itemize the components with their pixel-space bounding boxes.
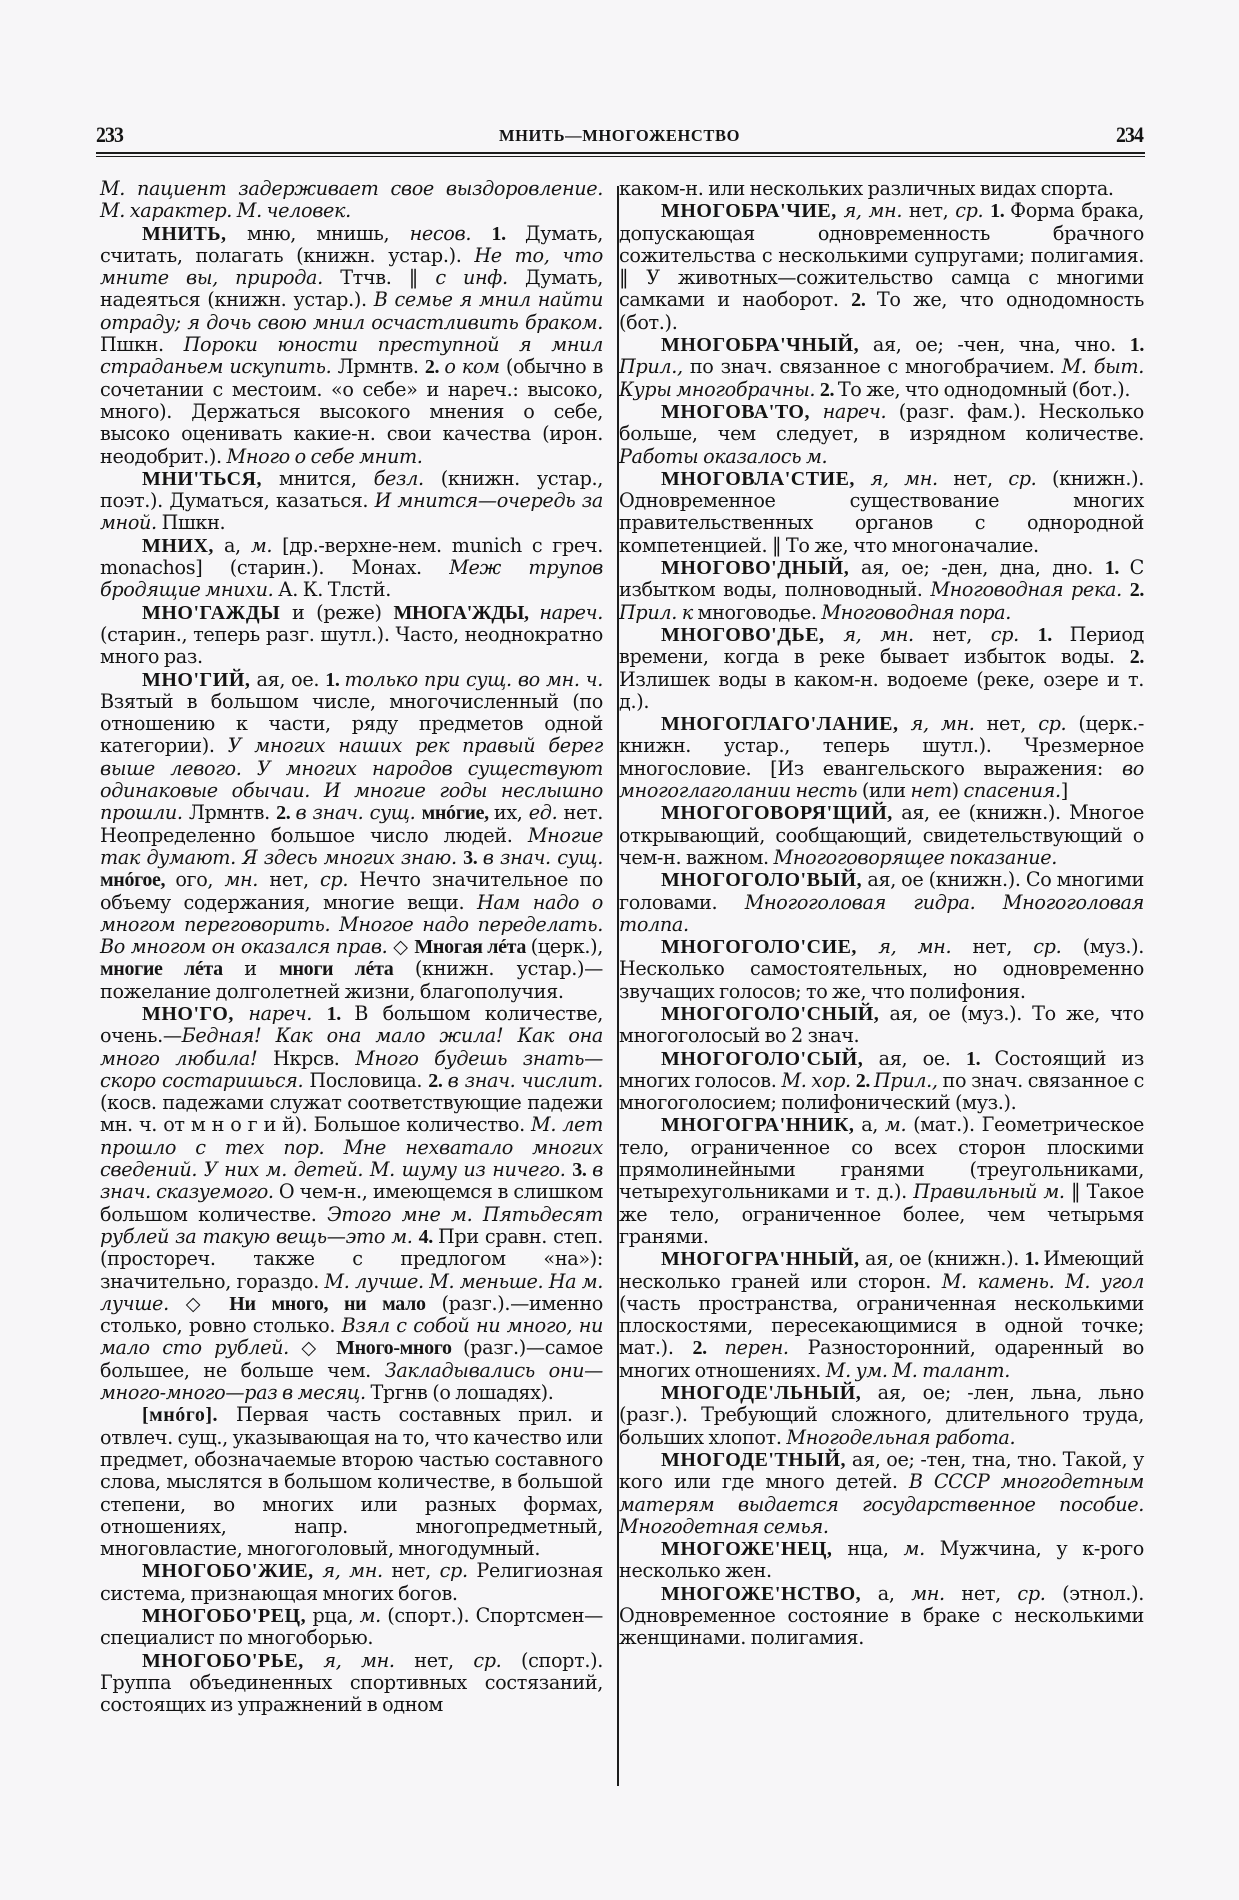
entry-headword: МНОГОБРА'ЧНЫЙ, bbox=[661, 334, 860, 357]
dictionary-entry bbox=[100, 1560, 603, 1605]
entry-text: ая, ое; -тен, тна, тно. Такой, у кого или где много детей. bbox=[619, 1447, 1144, 1494]
entry-text: То же, что однодомность (бот.). bbox=[619, 288, 1145, 334]
entry-text: В большом количестве, очень.— bbox=[100, 1001, 604, 1048]
entry-italic-text: ср. bbox=[320, 868, 360, 892]
page-header bbox=[96, 122, 1143, 152]
entry-text: (старин., теперь разг. шутл.). Часто, неоднократно много раз. bbox=[100, 622, 603, 669]
entry-text: ◇ bbox=[393, 935, 415, 959]
entry-text bbox=[857, 935, 878, 958]
entry-text: Думать, считать, полагать (книжн. устар.). bbox=[100, 221, 604, 267]
entry-bold-text: 1. bbox=[990, 200, 1011, 223]
entry-text: Мужчина, у к-рого несколько жен. bbox=[619, 1537, 1145, 1583]
entry-bold-text: 2. bbox=[424, 356, 445, 379]
entry-text: ая, ое; -лен, льна, льно (разг.). Требующий сложного, длительного труда, больших хлопот. bbox=[619, 1381, 1144, 1449]
entry-italic-text: нареч. bbox=[248, 1001, 327, 1025]
dictionary-entry bbox=[619, 1538, 1144, 1583]
entry-headword: МНОГОГОЛО'ВЫЙ, bbox=[661, 869, 863, 892]
dictionary-entry bbox=[619, 802, 1144, 869]
running-head: МНИТЬ—МНОГОЖЕНСТВО bbox=[498, 126, 741, 145]
entry-bold-text: 1. bbox=[1037, 623, 1070, 646]
entry-headword: МНОГОВЛА'СТИЕ, bbox=[661, 467, 855, 490]
entry-bold-text: 2. bbox=[276, 802, 296, 825]
entry-italic-text: с инф. bbox=[435, 266, 526, 290]
entry-text: ая, ое. bbox=[250, 667, 326, 691]
entry-bold-text: 3. bbox=[572, 1159, 593, 1182]
entry-text: а, bbox=[861, 1581, 912, 1605]
entry-italic-text: В семье я мнил найти отраду; я дочь свою мнил осчастливить браком. bbox=[100, 288, 603, 334]
entry-headword: МНОГОВА'ТО, bbox=[661, 400, 810, 423]
entry-text: каком-н. или нескольких различных видах спорта. bbox=[619, 177, 1114, 200]
entry-italic-text: в знач. сущ. bbox=[295, 801, 422, 825]
entry-headword: МНОГОГОЛО'СЫЙ, bbox=[661, 1047, 864, 1070]
entry-bold-text: 2. bbox=[428, 1069, 448, 1092]
entry-headword: МНОГОБРА'ЧИЕ, bbox=[661, 200, 837, 223]
entry-text bbox=[304, 1649, 324, 1672]
entry-italic-text: Правильный м. bbox=[913, 1180, 1072, 1204]
entry-text: (разг.)—самое большее, не больше чем. bbox=[100, 1336, 603, 1382]
entry-italic-text: в знач. сказуемого. bbox=[100, 1158, 603, 1204]
entry-text: ая, ее (книжн.). Многое открывающий, сообщающий, свидетельствующий о чем-н. важном. bbox=[619, 801, 1144, 869]
entry-italic-text: М. пациент задерживает свое выздоровление. М. характер. М. человек. bbox=[100, 177, 603, 223]
entry-italic-text: ср. bbox=[990, 622, 1038, 646]
entry-italic-text: М. ум. М. талант. bbox=[825, 1358, 1010, 1382]
entry-bold-text: 1. bbox=[965, 1047, 995, 1070]
entry-bold-text: 2. bbox=[1129, 579, 1144, 602]
page-number-right: 234 bbox=[1116, 122, 1143, 147]
entry-text: (спорт.). Группа объединенных спортивных состязаний, состоящих из упражнений в одном bbox=[100, 1648, 603, 1717]
entry-italic-text: нареч. bbox=[539, 600, 603, 624]
entry-italic-text: М. камень. М. угол bbox=[941, 1269, 1145, 1293]
entry-headword: МНИТЬ, bbox=[142, 222, 227, 245]
entry-bold-text: 1. bbox=[1104, 557, 1130, 580]
entry-bold-text: 2. bbox=[692, 1337, 725, 1360]
entry-italic-text: Этого мне м. Пятьдесят рублей за такую вещь—это м. bbox=[100, 1202, 603, 1248]
entry-headword: МНО'ГАЖДЫ bbox=[142, 601, 281, 624]
entry-headword: МНОГОДЕ'ТНЫЙ, bbox=[661, 1448, 847, 1471]
entry-headword: [мнóго]. bbox=[142, 1404, 219, 1427]
entry-headword: МНОГОВО'ДЬЕ, bbox=[661, 623, 825, 646]
entry-text: Форма брака, допускающая одновременность брачного сожительства с несколькими супругами; полигамия. ‖ У животных—сожительство самца с многими самками и наоборот. bbox=[619, 199, 1145, 312]
entry-italic-text: м. bbox=[903, 1537, 940, 1561]
entry-bold-text: 3. bbox=[463, 846, 483, 869]
entry-bold-text: 2. bbox=[855, 1069, 874, 1092]
dictionary-entry bbox=[100, 602, 603, 669]
entry-text: нет. Неопределенно большое число людей. bbox=[100, 801, 604, 847]
dictionary-entry bbox=[100, 468, 603, 535]
entry-bold-text: Ни много, ни мало bbox=[229, 1292, 442, 1315]
entry-text: Период времени, когда в реке бывает избыток воды. bbox=[619, 622, 1145, 669]
dictionary-entry bbox=[100, 1003, 603, 1404]
dictionary-entry bbox=[100, 1605, 603, 1650]
entry-headword: МНО'ГО, bbox=[142, 1002, 234, 1025]
entry-text: их, bbox=[493, 801, 529, 825]
entry-italic-text: Многие так думают. Я здесь многих знаю. bbox=[100, 823, 603, 869]
entry-text: Излишек воды в каком-н. водоеме (реке, озере и т. д.). bbox=[619, 667, 1144, 713]
entry-text: Лрмнтв. bbox=[337, 355, 425, 379]
entry-text: [др.-верхне-нем. munich с греч. monachos] (старин.). Монах. bbox=[100, 533, 603, 580]
entry-headword: МНИХ, bbox=[142, 534, 214, 557]
entry-headword: МНОГОДЕ'ЛЬНЫЙ, bbox=[661, 1382, 862, 1405]
dictionary-entry bbox=[100, 535, 603, 602]
dictionary-entry bbox=[100, 1650, 603, 1717]
entry-text: Пшкн. bbox=[161, 511, 226, 535]
entry-text: ая, ое. bbox=[863, 1046, 966, 1070]
dictionary-entry bbox=[619, 401, 1144, 468]
entry-italic-text: ср. bbox=[439, 1559, 477, 1583]
entry-italic-text: ср. bbox=[1008, 466, 1052, 490]
entry-italic-text: Взял с собой ни много, ни мало сто рублей. bbox=[100, 1314, 603, 1360]
entry-italic-text: спасения. bbox=[963, 779, 1061, 803]
dictionary-entry bbox=[619, 557, 1144, 624]
dictionary-entry bbox=[619, 1003, 1144, 1048]
entry-text: а, bbox=[213, 533, 251, 557]
entry-bold-text: 1. bbox=[491, 222, 526, 245]
entry-italic-text: нареч. bbox=[822, 399, 899, 423]
entry-italic-text: Многоводная пора. bbox=[821, 600, 1012, 624]
entry-text: ая, ое (книжн.). Со многими головами. bbox=[619, 868, 1144, 914]
entry-text: (часть пространства, ограниченная несколькими плоскостями, пересекающимися в одной точке; мат.). bbox=[619, 1291, 1144, 1360]
entry-bold-text: мнóгие, bbox=[421, 802, 494, 825]
entry-italic-text: ср. bbox=[1017, 1581, 1063, 1605]
dictionary-entry bbox=[100, 669, 603, 1003]
entry-bold-text: 4. bbox=[418, 1225, 439, 1248]
entry-text: Нкрсв. bbox=[273, 1046, 356, 1070]
dictionary-entry bbox=[619, 936, 1144, 1003]
entry-italic-text: Прил. к bbox=[619, 600, 698, 624]
entry-text: То же, что однодомный (бот.). bbox=[837, 377, 1131, 401]
dictionary-entry bbox=[619, 1248, 1144, 1382]
entry-text bbox=[898, 712, 910, 735]
left-column bbox=[100, 178, 603, 1716]
entry-bold-text: 2. bbox=[1129, 646, 1144, 669]
entry-italic-text: только при сущ. во мн. ч. bbox=[344, 667, 604, 691]
dictionary-entry bbox=[619, 334, 1144, 401]
entry-text: и (реже) bbox=[280, 600, 394, 624]
entry-italic-text: Многоголовая гидра. Многоголовая толпа. bbox=[619, 890, 1144, 936]
entry-italic-text: мн. bbox=[911, 1581, 962, 1605]
dictionary-entry bbox=[100, 223, 603, 468]
entry-italic-text: о ком bbox=[444, 355, 506, 379]
entry-headword: МНОГОБО'РЕЦ, bbox=[142, 1605, 307, 1627]
entry-continuation bbox=[619, 178, 1144, 200]
entry-italic-text: Многоговорящее показание. bbox=[773, 845, 1058, 869]
dictionary-entry bbox=[619, 1048, 1144, 1115]
entry-text: мнится, bbox=[262, 466, 374, 490]
entry-text bbox=[810, 400, 823, 423]
entry-text: нет, bbox=[269, 868, 321, 892]
entry-headword: МНИ'ТЬСЯ, bbox=[142, 467, 262, 490]
entry-bold-text: мнóгое, bbox=[100, 869, 176, 892]
entry-italic-text: И мнится—очередь за мной. bbox=[100, 489, 603, 535]
entry-italic-text: ср. bbox=[1033, 935, 1083, 959]
dictionary-entry bbox=[619, 200, 1144, 334]
entry-text: ого, bbox=[175, 868, 225, 892]
entry-italic-text: Прил., bbox=[619, 355, 690, 379]
entry-text: Пословица. bbox=[309, 1068, 429, 1092]
header-rule-thin bbox=[96, 156, 1145, 157]
entry-headword: МНО'ГИЙ, bbox=[142, 668, 251, 691]
entry-text: нет, bbox=[414, 1648, 474, 1672]
entry-text: нет, bbox=[391, 1559, 440, 1583]
entry-text: Взятый в большом числе, многочисленный (по отношению к части, ряду предметов одной категории). bbox=[100, 689, 603, 758]
dictionary-entry bbox=[619, 1114, 1144, 1248]
entry-bold-text: многие лéта bbox=[100, 958, 245, 981]
entry-text: многоводье. bbox=[697, 600, 822, 624]
entry-bold-text: 1. bbox=[1129, 334, 1144, 357]
entry-italic-text: я, мн. bbox=[843, 622, 933, 646]
entry-headword: МНОГОЖЕ'НЕЦ, bbox=[661, 1538, 833, 1561]
entry-italic-text: безл. bbox=[373, 466, 441, 490]
entry-italic-text: У многих наших рек правый берег выше левого. У многих народов существуют одинаковые обычаи. И многие годы неслышно прошли. bbox=[100, 734, 603, 825]
entry-text: нет, bbox=[961, 1581, 1018, 1605]
entry-bold-text: многи лéта bbox=[279, 958, 415, 981]
entry-italic-text: мн. bbox=[224, 868, 270, 892]
entry-italic-text: Закладывались они—много-много—раз в месяц. bbox=[100, 1358, 603, 1405]
entry-italic-text: я, мн. bbox=[843, 199, 909, 223]
entry-text: А. К. Тлстй. bbox=[278, 578, 391, 602]
entry-headword: МНОГОГОЛО'СИЕ, bbox=[661, 936, 857, 959]
entry-italic-text: нет bbox=[910, 779, 952, 803]
entry-text bbox=[855, 467, 871, 490]
entry-text: нца, bbox=[832, 1537, 904, 1561]
entry-italic-text: я, мн. bbox=[878, 935, 973, 959]
entry-text: Лрмнтв. bbox=[188, 801, 277, 825]
entry-text: Религиозная система, признающая многих богов. bbox=[100, 1559, 604, 1605]
entry-text: ‖ Такое же тело, ограниченное более, чем четырьмя гранями. bbox=[619, 1180, 1145, 1248]
entry-text: (спорт.). Спортсмен—специалист по многоборью. bbox=[100, 1604, 603, 1650]
entry-text: (этнол.). Одновременное состояние в браке с несколькими женщинами. полигамия. bbox=[619, 1581, 1144, 1650]
entry-bold-text: МНОГА'ЖДЫ, bbox=[393, 601, 540, 624]
entry-italic-text: Нам надо о многом переговорить. Многое надо переделать. Во многом он оказался прав. bbox=[100, 890, 604, 959]
entry-text bbox=[837, 199, 844, 222]
entry-text: (церк.-книжн. устар., теперь шутл.). Чрезмерное многословие. [Из евангельского выражения: bbox=[619, 712, 1145, 780]
entry-italic-text: М. лучше. М. меньше. На м. лучше. bbox=[100, 1269, 603, 1315]
entry-text: Тргнв (о лошадях). bbox=[370, 1381, 554, 1405]
entry-italic-text: Пороки юности преступной я мнил страданьем искупить. bbox=[100, 333, 604, 379]
entry-text: а, bbox=[854, 1113, 885, 1137]
entry-text: О чем-н., имеющемся в слишком большом количестве. bbox=[100, 1180, 603, 1226]
right-column bbox=[619, 178, 1144, 1650]
dictionary-entry bbox=[619, 1382, 1144, 1449]
entry-text: Имеющий несколько граней или сторон. bbox=[619, 1247, 1144, 1293]
entry-text: Ттчв. ‖ bbox=[340, 266, 436, 290]
entry-italic-text: Много о себе мнит. bbox=[226, 444, 423, 468]
entry-text: Разносторонний, одаренный во многих отношениях. bbox=[619, 1336, 1144, 1382]
entry-text: Состоящий из многих голосов. bbox=[619, 1046, 1144, 1092]
entry-italic-text: во многоглаголании несть bbox=[619, 756, 1144, 803]
entry-text bbox=[234, 1002, 249, 1025]
entry-headword: МНОГОГРА'ННИК, bbox=[661, 1114, 855, 1137]
entry-italic-text: в знач. числит. bbox=[447, 1068, 603, 1092]
entry-text: по знач. связанное с многобрачием. bbox=[689, 355, 1062, 379]
entry-text: нет, bbox=[932, 622, 991, 646]
entry-bold-text: 2. bbox=[819, 378, 838, 401]
entry-text: мню, мнишь, bbox=[226, 221, 410, 245]
header-rule bbox=[96, 152, 1145, 154]
entry-text bbox=[825, 623, 844, 646]
entry-headword: МНОГОГОЛО'СНЫЙ, bbox=[661, 1002, 880, 1025]
entry-italic-text: ср. bbox=[1038, 712, 1079, 736]
entry-italic-text: ср. bbox=[473, 1648, 521, 1672]
entry-text: С избытком воды, полноводный. bbox=[619, 556, 1145, 602]
entry-italic-text: я, мн. bbox=[870, 466, 954, 490]
entry-headword: МНОГОВО'ДНЫЙ, bbox=[661, 557, 850, 580]
dictionary-entry bbox=[619, 713, 1144, 802]
entry-italic-text: я, мн. bbox=[910, 712, 987, 736]
entry-italic-text: Много будешь знать—скоро состаришься. bbox=[100, 1046, 603, 1092]
entry-text: Думать, надеяться (книжн. устар.). bbox=[100, 266, 604, 312]
entry-italic-text: я, мн. bbox=[323, 1648, 415, 1672]
entry-text: Пшкн. bbox=[100, 333, 184, 357]
entry-italic-text: М. лет прошло с тех пор. Мне нехватало многих сведений. У них м. детей. М. шуму из ничего. bbox=[100, 1113, 603, 1182]
entry-text: (или bbox=[861, 779, 911, 803]
entry-text: (разг.).—именно столько, ровно столько. bbox=[100, 1291, 604, 1338]
entry-text: и bbox=[244, 957, 280, 981]
entry-italic-text: Меж трупов бродящие мнихи. bbox=[100, 556, 603, 602]
entry-text: (церк.), bbox=[530, 935, 603, 959]
entry-italic-text: несов. bbox=[409, 221, 492, 245]
entry-text: (косв. падежами служат соответствующие падежи мн. ч. от м н о г и й). Большое количество. bbox=[100, 1091, 603, 1137]
dictionary-entry bbox=[619, 869, 1144, 936]
entry-continuation bbox=[100, 178, 603, 223]
entry-italic-text: М. быт. Куры многобрачны. bbox=[619, 355, 1144, 401]
entry-italic-text: Не то, что мните вы, природа. bbox=[100, 243, 603, 290]
entry-bold-text: Многая лéта bbox=[414, 936, 531, 959]
entry-italic-text: в знач. сущ. bbox=[482, 845, 604, 869]
entry-text: При сравн. степ. (простореч. также с предлогом «на»): значительно, гораздо. bbox=[100, 1224, 603, 1293]
entry-italic-text: М. хор. bbox=[781, 1068, 856, 1092]
column-divider bbox=[617, 186, 619, 1786]
entry-text: рца, bbox=[306, 1604, 360, 1627]
page-number-left: 233 bbox=[96, 122, 123, 147]
dictionary-entry bbox=[619, 1449, 1144, 1538]
dictionary-entry bbox=[619, 624, 1144, 713]
entry-text: нет, bbox=[953, 466, 1009, 490]
entry-italic-text: Многодельная работа. bbox=[786, 1425, 1016, 1449]
entry-headword: МНОГОГРА'ННЫЙ, bbox=[661, 1248, 860, 1271]
entry-text: нет, bbox=[972, 935, 1034, 959]
entry-text: ◇ bbox=[301, 1336, 337, 1360]
entry-text: (муз.). Несколько самостоятельных, но одновременно звучащих голосов; то же, что полифония. bbox=[619, 935, 1145, 1003]
entry-headword: МНОГОБО'ЖИЕ, bbox=[142, 1560, 314, 1583]
entry-italic-text: Работы оказалось м. bbox=[619, 444, 828, 468]
entry-bold-text: 1. bbox=[1024, 1248, 1044, 1271]
entry-italic-text: я, мн. bbox=[322, 1559, 392, 1583]
entry-italic-text: м. bbox=[884, 1113, 914, 1137]
dictionary-entry bbox=[619, 1583, 1144, 1650]
entry-italic-text: перен. bbox=[724, 1336, 808, 1360]
entry-italic-text: Многоводная река. bbox=[930, 578, 1130, 602]
entry-text: ая, ое; -чен, чна, чно. bbox=[859, 333, 1130, 357]
entry-italic-text: В СССР многодетным матерям выдается государственное пособие. Многодетная семья. bbox=[619, 1470, 1144, 1538]
entry-headword: МНОГОБО'РЬЕ, bbox=[142, 1649, 304, 1672]
dictionary-entry bbox=[100, 1404, 603, 1560]
entry-text: ая, ое; -ден, дна, дно. bbox=[849, 556, 1105, 580]
entry-italic-text: Бедная! Как она мало жила! Как она много любила! bbox=[100, 1024, 603, 1070]
entry-text: ] bbox=[1060, 779, 1068, 803]
entry-text: ) bbox=[951, 779, 964, 803]
entry-text: нет, bbox=[986, 712, 1039, 736]
entry-italic-text: ср. bbox=[955, 199, 991, 223]
entry-italic-text: м. bbox=[359, 1604, 388, 1627]
entry-bold-text: Много-много bbox=[336, 1337, 464, 1360]
entry-text: (книжн. устар.)—пожелание долголетней жизни, благополучия. bbox=[100, 957, 603, 1003]
entry-text: (разг. фам.). Несколько больше, чем следует, в изрядном количестве. bbox=[619, 399, 1144, 446]
entry-bold-text: 1. bbox=[325, 668, 345, 691]
entry-headword: МНОГОГОВОРЯ'ЩИЙ, bbox=[661, 802, 893, 825]
entry-italic-text: м. bbox=[250, 533, 283, 557]
entry-text: ◇ bbox=[185, 1291, 230, 1315]
entry-text: (книжн.). Одновременное существование многих правительственных органов с однородной компетенцией. ‖ То же, что многоначалие. bbox=[619, 466, 1144, 557]
entry-text: (книжн. устар., поэт.). Думаться, казаться. bbox=[100, 466, 603, 513]
entry-text: Нечто значительное по объему содержания, многие вещи. bbox=[100, 868, 603, 914]
dictionary-entry bbox=[619, 468, 1144, 557]
entry-headword: МНОГОЖЕ'НСТВО, bbox=[661, 1582, 862, 1605]
entry-text: ая, ое (книжн.). bbox=[859, 1247, 1025, 1271]
entry-text: Первая часть составных прил. и отвлеч. сущ., указывающая на то, что качество или предмет, обозначаемые второю частью составного слова, мыслятся в большом количестве, в большой степени, во многих или разных формах, отношениях, напр. многопредметный, многовластие, многоголовый, многодумный. bbox=[100, 1403, 604, 1561]
entry-text: по знач. связанное с многоголосием; полифонический (муз.). bbox=[619, 1068, 1144, 1115]
entry-italic-text: Прил., bbox=[873, 1068, 943, 1092]
entry-bold-text: 2. bbox=[851, 289, 877, 312]
entry-text: (мат.). Геометрическое тело, ограниченное со всех сторон плоскими прямолинейными гранями (треугольниками, четырехугольниками и т. д.). bbox=[619, 1113, 1145, 1204]
entry-text: нет, bbox=[908, 199, 956, 223]
entry-text: (обычно в сочетании с местоим. «о себе» и нареч.: высоко, много). Держаться высокого мнения о себе, высоко оценивать какие-н. свои качества (ирон. неодобрит.). bbox=[100, 355, 603, 468]
entry-text: ая, ое (муз.). То же, что многоголосый во 2 знач. bbox=[619, 1001, 1144, 1048]
entry-bold-text: 1. bbox=[326, 1002, 355, 1025]
entry-italic-text: ед. bbox=[528, 801, 564, 825]
entry-headword: МНОГОГЛАГО'ЛАНИЕ, bbox=[661, 713, 899, 736]
